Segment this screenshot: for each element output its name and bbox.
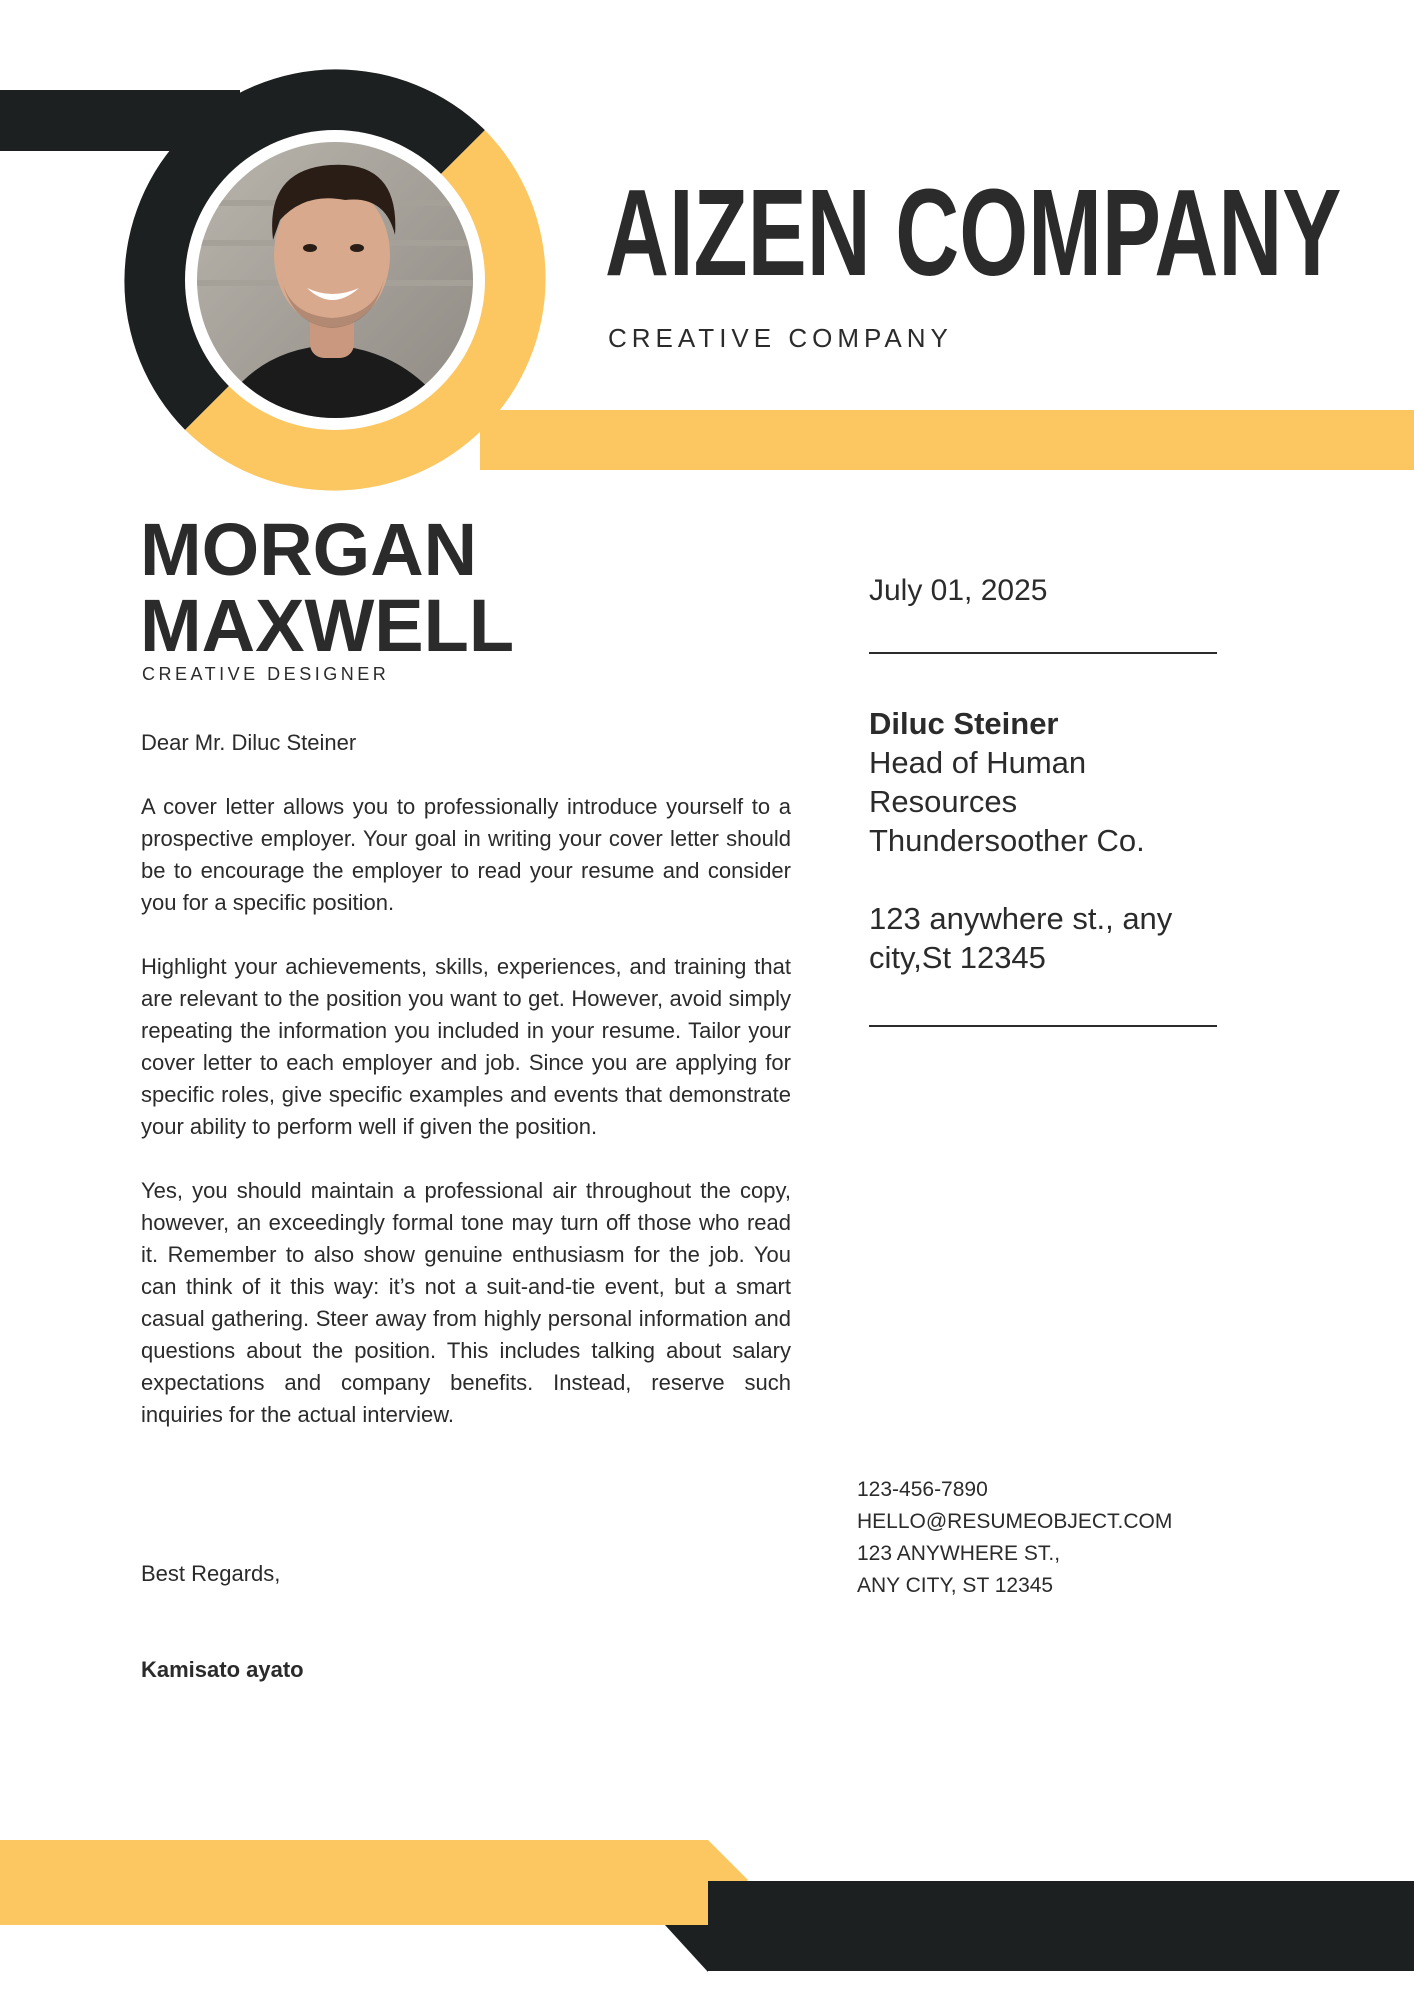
person-first-name: MORGAN: [140, 508, 478, 591]
company-name: AIZEN COMPANY: [605, 165, 1342, 302]
letter-paragraph: Highlight your achievements, skills, experiences, and training that are relevant to the position you want to get. However, avoid simply repeating the information you included in your resume. Tailor your cover letter to each employer and job. Since you are applying for specific roles, give specific examples and events that demonstrate your ability to perform well if given the position.: [141, 954, 791, 1139]
person-title: CREATIVE DESIGNER: [142, 664, 390, 684]
footer-decoration: [0, 1835, 1414, 2000]
header-yellow-band: [480, 410, 1414, 470]
photo-ring: [115, 60, 555, 500]
letter-body: [141, 727, 791, 1431]
letter-date: July 01, 2025: [869, 574, 1048, 607]
recipient-name: Diluc Steiner: [869, 706, 1059, 741]
footer-dark-band: [708, 1881, 1414, 1971]
contact-address-line1: 123 ANYWHERE ST.,: [857, 1542, 1061, 1565]
contact-address-line2: ANY CITY, ST 12345: [857, 1574, 1054, 1597]
recipient-address: 123 anywhere st., any city,St 12345: [869, 901, 1173, 975]
contact-block: [857, 1474, 1172, 1602]
footer-yellow-band: [0, 1840, 748, 1925]
recipient-block: [869, 704, 1229, 977]
person-last-name: MAXWELL: [140, 584, 515, 667]
letter-closing: Best Regards,: [141, 1561, 281, 1586]
recipient-position: Head of Human Resources: [869, 745, 1087, 819]
person-name: [140, 508, 515, 667]
divider: [869, 652, 1217, 654]
recipient-company: Thundersoother Co.: [869, 823, 1145, 858]
letter-signature: Kamisato ayato: [141, 1657, 304, 1682]
letter-salutation: Dear Mr. Diluc Steiner: [141, 730, 357, 755]
letter-paragraph: A cover letter allows you to professionally introduce yourself to a prospective employer. Your goal in writing your cover letter should be to encourage the employer to read your resume and consider you for a specific position.: [141, 794, 791, 915]
divider: [869, 1025, 1217, 1027]
letter-paragraph: Yes, you should maintain a professional air throughout the copy, however, an exceedingly formal tone may turn off those who read it. Remember to also show genuine enthusiasm for the job. You can think of it this way: it’s not a suit-and-tie event, but a smart casual gathering. Steer away from highly personal information and questions about the position. This includes talking about salary expectations and company benefits. Instead, reserve such inquiries for the actual interview.: [141, 1178, 791, 1427]
footer-dark-fold: [665, 1925, 708, 1972]
contact-phone: 123-456-7890: [857, 1478, 988, 1501]
company-tagline: CREATIVE COMPANY: [608, 323, 953, 353]
contact-email: HELLO@RESUMEOBJECT.COM: [857, 1510, 1173, 1533]
